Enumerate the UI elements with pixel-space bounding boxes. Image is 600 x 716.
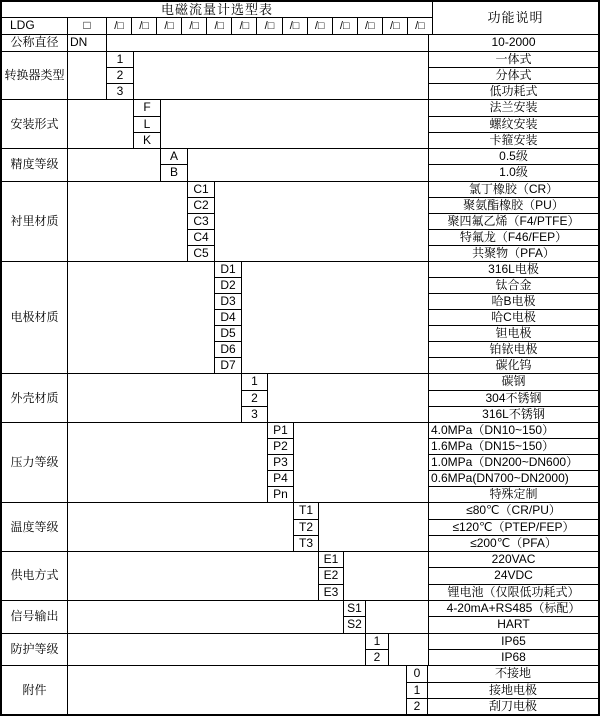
code-cell: L — [134, 116, 160, 132]
spacer-cell — [68, 182, 188, 261]
category-label: 衬里材质 — [2, 182, 68, 261]
code-slot: /□ — [182, 18, 207, 33]
spacer-cell — [68, 423, 268, 502]
function-cell: 聚氨酯橡胶（PU） — [429, 197, 598, 213]
code-cell: 2 — [242, 390, 267, 406]
function-cell: 1.0级 — [429, 164, 598, 180]
category-label: 防护等级 — [2, 634, 68, 666]
function-column-header: 功能说明 — [432, 2, 598, 34]
code-column — [344, 601, 366, 633]
spacer-cell — [215, 182, 428, 261]
model-prefix: LDG — [2, 18, 68, 33]
code-cell: D7 — [215, 357, 241, 373]
code-cell: T1 — [298, 503, 313, 518]
function-cell: 4.0MPa（DN10~150） — [431, 422, 555, 437]
spacer-cell — [344, 552, 428, 600]
function-cell: 24VDC — [429, 567, 598, 583]
spacer-cell — [161, 100, 428, 148]
function-cell: 220VAC — [491, 552, 536, 567]
function-cell: 316L电极 — [488, 262, 539, 277]
code-slot: /□ — [107, 18, 132, 33]
function-cell: 卡箍安装 — [429, 132, 598, 148]
spacer-cell — [68, 552, 319, 600]
spacer-cell — [389, 634, 428, 666]
function-cell: 不接地 — [494, 666, 531, 681]
code-cell: 1 — [407, 682, 427, 698]
function-cell: 接地电极 — [428, 682, 598, 698]
code-cell: 1 — [373, 633, 381, 648]
function-column — [428, 423, 598, 502]
category-label: 外壳材质 — [2, 374, 68, 422]
code-cell: P1 — [273, 422, 288, 437]
code-cell: 0 — [413, 666, 421, 681]
function-column — [428, 374, 598, 422]
code-cell: C3 — [188, 213, 214, 229]
code-cell: D5 — [215, 325, 241, 341]
function-cell: 螺纹安装 — [429, 116, 598, 132]
model-code-row — [2, 18, 432, 33]
spacer-cell — [68, 601, 344, 633]
band-signal-output — [2, 600, 598, 633]
code-cell: 2 — [107, 67, 133, 83]
code-column — [161, 149, 188, 181]
code-cell: E1 — [323, 552, 339, 567]
spacer-cell — [366, 601, 428, 633]
function-cell: 316L不锈钢 — [429, 406, 598, 422]
code-column — [134, 100, 161, 148]
code-slot-strip — [107, 18, 432, 33]
category-label: 附件 — [2, 666, 68, 714]
category-label: 精度等级 — [2, 149, 68, 181]
function-column — [428, 634, 598, 666]
spacer-cell — [68, 666, 406, 714]
code-cell: E2 — [319, 567, 343, 583]
code-cell: C4 — [188, 229, 214, 245]
function-cell: 1.0MPa（DN200~DN600） — [429, 454, 598, 470]
code-cell: 1 — [251, 374, 258, 389]
code-column — [68, 35, 107, 51]
function-cell: 刮刀电极 — [428, 698, 598, 714]
function-cell: 氯丁橡胶（CR） — [468, 181, 559, 196]
function-cell: 哈B电极 — [429, 293, 598, 309]
code-column — [319, 552, 344, 600]
band-nominal-diameter — [2, 34, 598, 51]
function-cell: 0.6MPa(DN700~DN2000) — [429, 470, 598, 486]
code-cell: E3 — [319, 584, 343, 600]
code-cell: S2 — [344, 616, 365, 632]
code-cell: B — [161, 164, 187, 180]
function-cell: 哈C电极 — [429, 309, 598, 325]
code-column — [268, 423, 294, 502]
category-label: 安装形式 — [2, 100, 68, 148]
band-installation-type — [2, 99, 598, 148]
spacer-cell — [68, 100, 134, 148]
category-label: 公称直径 — [2, 35, 68, 51]
code-slot: /□ — [415, 20, 425, 33]
function-cell: IP65 — [501, 633, 526, 648]
code-slot: /□ — [283, 18, 308, 33]
band-pressure-rating — [2, 422, 598, 502]
code-column — [188, 182, 215, 261]
band-temperature-rating — [2, 502, 598, 551]
code-column — [107, 52, 134, 100]
function-column — [428, 601, 598, 633]
code-cell: T2 — [294, 519, 318, 535]
code-slot: /□ — [333, 18, 358, 33]
function-cell: 碳化钨 — [429, 357, 598, 373]
function-cell: 4-20mA+RS485（标配） — [446, 600, 581, 615]
function-cell: 特氟龙（F46/FEP） — [429, 229, 598, 245]
code-cell: P2 — [268, 438, 293, 454]
spacer-cell — [68, 634, 366, 666]
function-cell: 分体式 — [429, 67, 598, 83]
code-cell: 3 — [107, 83, 133, 99]
spacer-cell — [188, 149, 428, 181]
spacer-cell — [268, 374, 428, 422]
function-cell: 钽电极 — [429, 325, 598, 341]
function-cell: 铂铱电极 — [429, 341, 598, 357]
category-label: 供电方式 — [2, 552, 68, 600]
function-cell: 低功耗式 — [429, 83, 598, 99]
code-cell: P4 — [268, 470, 293, 486]
function-cell: 法兰安装 — [489, 100, 538, 115]
function-column — [428, 503, 598, 551]
code-column — [215, 262, 242, 373]
code-cell: K — [134, 132, 160, 148]
function-cell: 锂电池（仅限低功耗式） — [429, 584, 598, 600]
function-column — [428, 52, 598, 100]
code-cell: DN — [70, 35, 88, 50]
function-cell: 一体式 — [495, 51, 532, 66]
code-cell: 2 — [407, 698, 427, 714]
spacer-cell — [68, 149, 161, 181]
function-column — [428, 35, 598, 51]
band-liner-material — [2, 181, 598, 261]
code-cell: 1 — [116, 51, 124, 66]
code-cell: D6 — [215, 341, 241, 357]
function-column — [428, 149, 598, 181]
function-cell: 特殊定制 — [429, 486, 598, 502]
code-slot: /□ — [207, 18, 232, 33]
code-cell: T3 — [294, 535, 318, 551]
function-cell: 钛合金 — [429, 277, 598, 293]
function-cell: 共聚物（PFA） — [429, 245, 598, 261]
code-slot: /□ — [157, 18, 182, 33]
function-cell: 10-2000 — [491, 35, 536, 50]
code-column — [366, 634, 389, 666]
spacer-cell — [134, 52, 428, 100]
code-slot: /□ — [308, 18, 333, 33]
code-cell: C5 — [188, 245, 214, 261]
header-band — [2, 2, 598, 34]
code-placeholder-box: □ — [68, 18, 107, 33]
function-cell: 1.6MPa（DN15~150） — [429, 438, 598, 454]
function-column — [428, 552, 598, 600]
spacer-cell — [107, 35, 428, 51]
category-label: 信号输出 — [2, 601, 68, 633]
spacer-cell — [68, 52, 107, 100]
code-cell: A — [169, 149, 178, 164]
code-slot: /□ — [358, 18, 383, 33]
code-cell: Pn — [268, 486, 293, 502]
band-protection-rating — [2, 633, 598, 666]
category-label: 转换器类型 — [2, 52, 68, 100]
code-cell: S1 — [347, 600, 362, 615]
spacer-cell — [68, 374, 242, 422]
code-cell: 2 — [366, 649, 388, 665]
code-column — [294, 503, 319, 551]
function-cell: ≤200℃（PFA） — [429, 535, 598, 551]
function-cell: ≤120℃（PTEP/FEP） — [429, 519, 598, 535]
code-column — [242, 374, 268, 422]
header-left — [2, 2, 432, 34]
spacer-cell — [319, 503, 428, 551]
function-cell: 304不锈钢 — [429, 390, 598, 406]
code-cell: 3 — [242, 406, 267, 422]
category-label: 压力等级 — [2, 423, 68, 502]
code-cell: P3 — [268, 454, 293, 470]
code-cell: D1 — [220, 262, 236, 277]
spacer-cell — [242, 262, 428, 373]
band-accessories — [2, 665, 598, 714]
code-cell: D3 — [215, 293, 241, 309]
code-column — [406, 666, 428, 714]
category-label: 温度等级 — [2, 503, 68, 551]
function-column — [428, 666, 598, 714]
code-cell: C2 — [188, 197, 214, 213]
code-cell: C1 — [193, 181, 209, 196]
code-cell: D2 — [215, 277, 241, 293]
function-column — [428, 100, 598, 148]
band-converter-type — [2, 51, 598, 100]
category-label: 电极材质 — [2, 262, 68, 373]
band-power-supply — [2, 551, 598, 600]
spacer-cell — [68, 503, 294, 551]
code-slot: /□ — [257, 18, 282, 33]
function-column — [428, 262, 598, 373]
band-electrode-material — [2, 261, 598, 373]
code-cell: F — [143, 100, 151, 115]
function-cell: 聚四氟乙烯（F4/PTFE） — [429, 213, 598, 229]
code-cell: D4 — [215, 309, 241, 325]
function-cell: ≤80℃（CR/PU） — [466, 503, 561, 518]
code-slot: /□ — [383, 18, 408, 33]
function-cell: IP68 — [429, 649, 598, 665]
function-cell: 0.5级 — [499, 149, 528, 164]
spacer-cell — [294, 423, 428, 502]
spacer-cell — [68, 262, 215, 373]
code-slot: /□ — [232, 18, 257, 33]
function-column — [428, 182, 598, 261]
function-cell: 碳钢 — [501, 374, 526, 389]
function-cell: HART — [429, 616, 598, 632]
code-slot: /□ — [132, 18, 157, 33]
band-housing-material — [2, 373, 598, 422]
page-title: 电磁流量计选型表 — [2, 2, 432, 18]
band-accuracy-class — [2, 148, 598, 181]
